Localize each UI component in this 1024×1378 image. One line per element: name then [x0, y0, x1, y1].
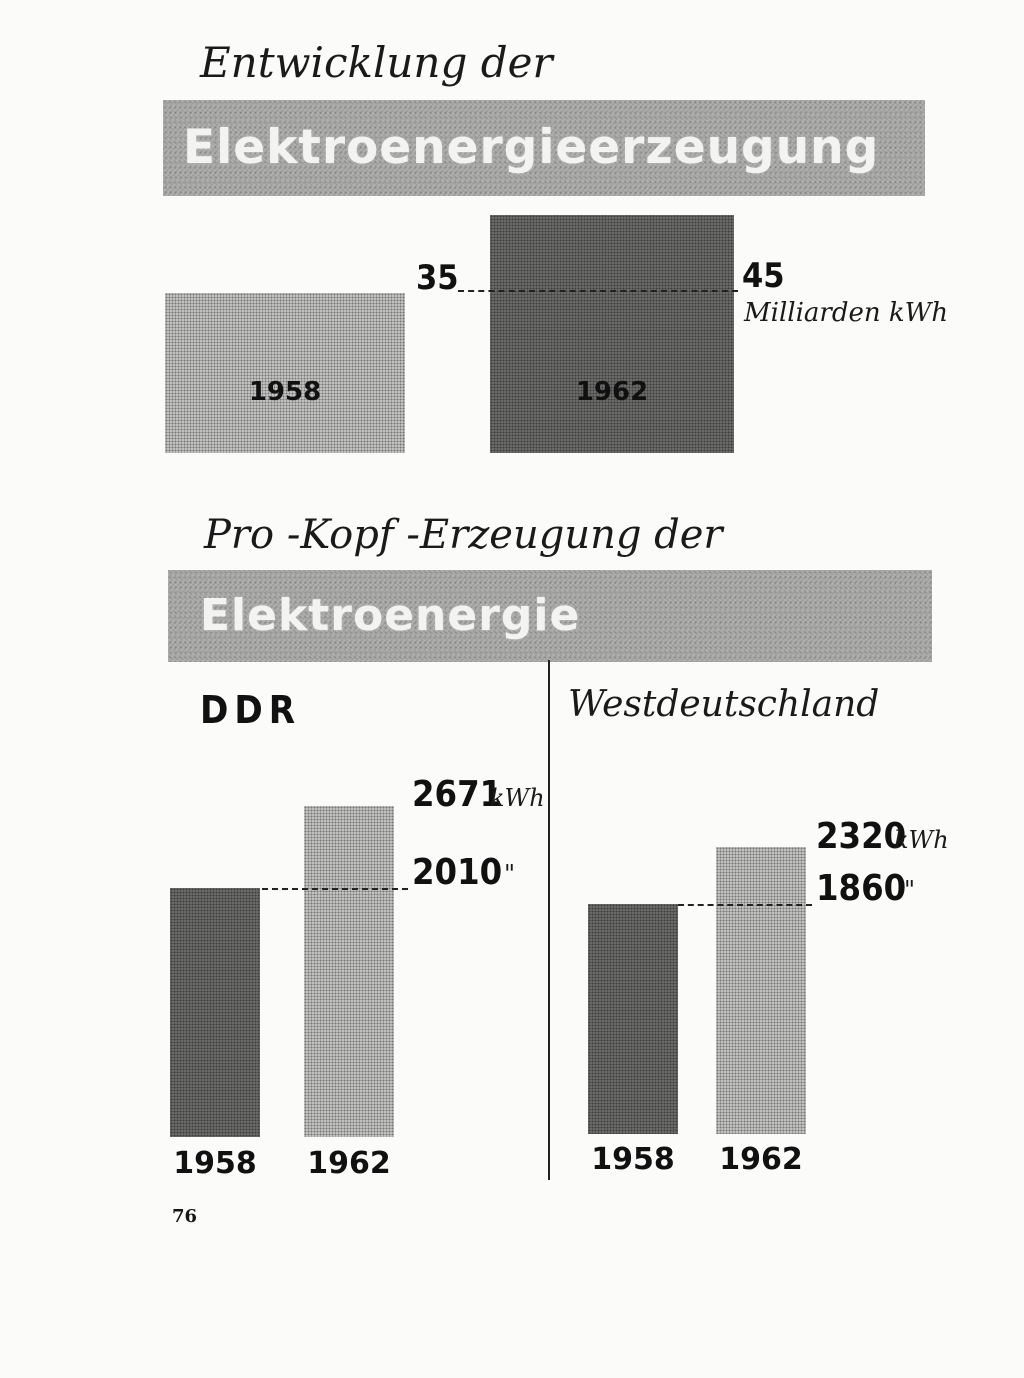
- ddr-xlabel-1962: 1962: [307, 1146, 391, 1181]
- chart1-bar-1962: [490, 215, 734, 454]
- west-unit-1958: ": [904, 876, 916, 904]
- chart1-bar-1962-label: 1962: [575, 377, 649, 407]
- ddr-bar-1958: [170, 888, 260, 1137]
- chart1-unit: Milliarden kWh: [744, 298, 949, 328]
- west-label: Westdeutschland: [568, 684, 880, 725]
- west-reference-line: [678, 904, 812, 906]
- ddr-bar-1962: [304, 806, 394, 1137]
- page-number: 76: [172, 1206, 198, 1227]
- chart1-title-band: [163, 100, 925, 196]
- ddr-unit-1962: kWh: [490, 784, 545, 812]
- west-bar-1958: [588, 904, 678, 1134]
- chart2-title-band-text: Elektroenergie: [200, 590, 581, 641]
- chart2-title-script: Pro -Kopf -Erzeugung der: [204, 512, 723, 558]
- chart1-title-script: Entwicklung der: [200, 38, 553, 87]
- ddr-xlabel-1958: 1958: [173, 1146, 257, 1181]
- ddr-label: DDR: [200, 688, 302, 732]
- chart1-value-1958: 35: [416, 258, 459, 298]
- chart1-reference-line: [458, 290, 738, 292]
- ddr-reference-line: [262, 888, 408, 890]
- west-xlabel-1962: 1962: [719, 1142, 803, 1177]
- chart1-value-1962: 45: [742, 256, 785, 296]
- west-xlabel-1958: 1958: [591, 1142, 675, 1177]
- ddr-value-1958: 2010: [412, 852, 503, 893]
- chart1-bar-1958-label: 1958: [248, 376, 322, 407]
- chart2-title-band: [168, 570, 932, 662]
- ddr-unit-1958: ": [504, 860, 516, 888]
- panel-divider: [548, 660, 550, 1180]
- west-value-1962: 2320: [816, 816, 907, 857]
- chart1-bar-1958: [165, 293, 405, 453]
- west-value-1958: 1860: [816, 868, 907, 909]
- ddr-value-1962: 2671: [412, 774, 503, 815]
- west-unit-1962: kWh: [894, 826, 949, 854]
- chart1-title-band-text: Elektroenergieerzeugung: [183, 120, 880, 175]
- west-bar-1962: [716, 847, 806, 1134]
